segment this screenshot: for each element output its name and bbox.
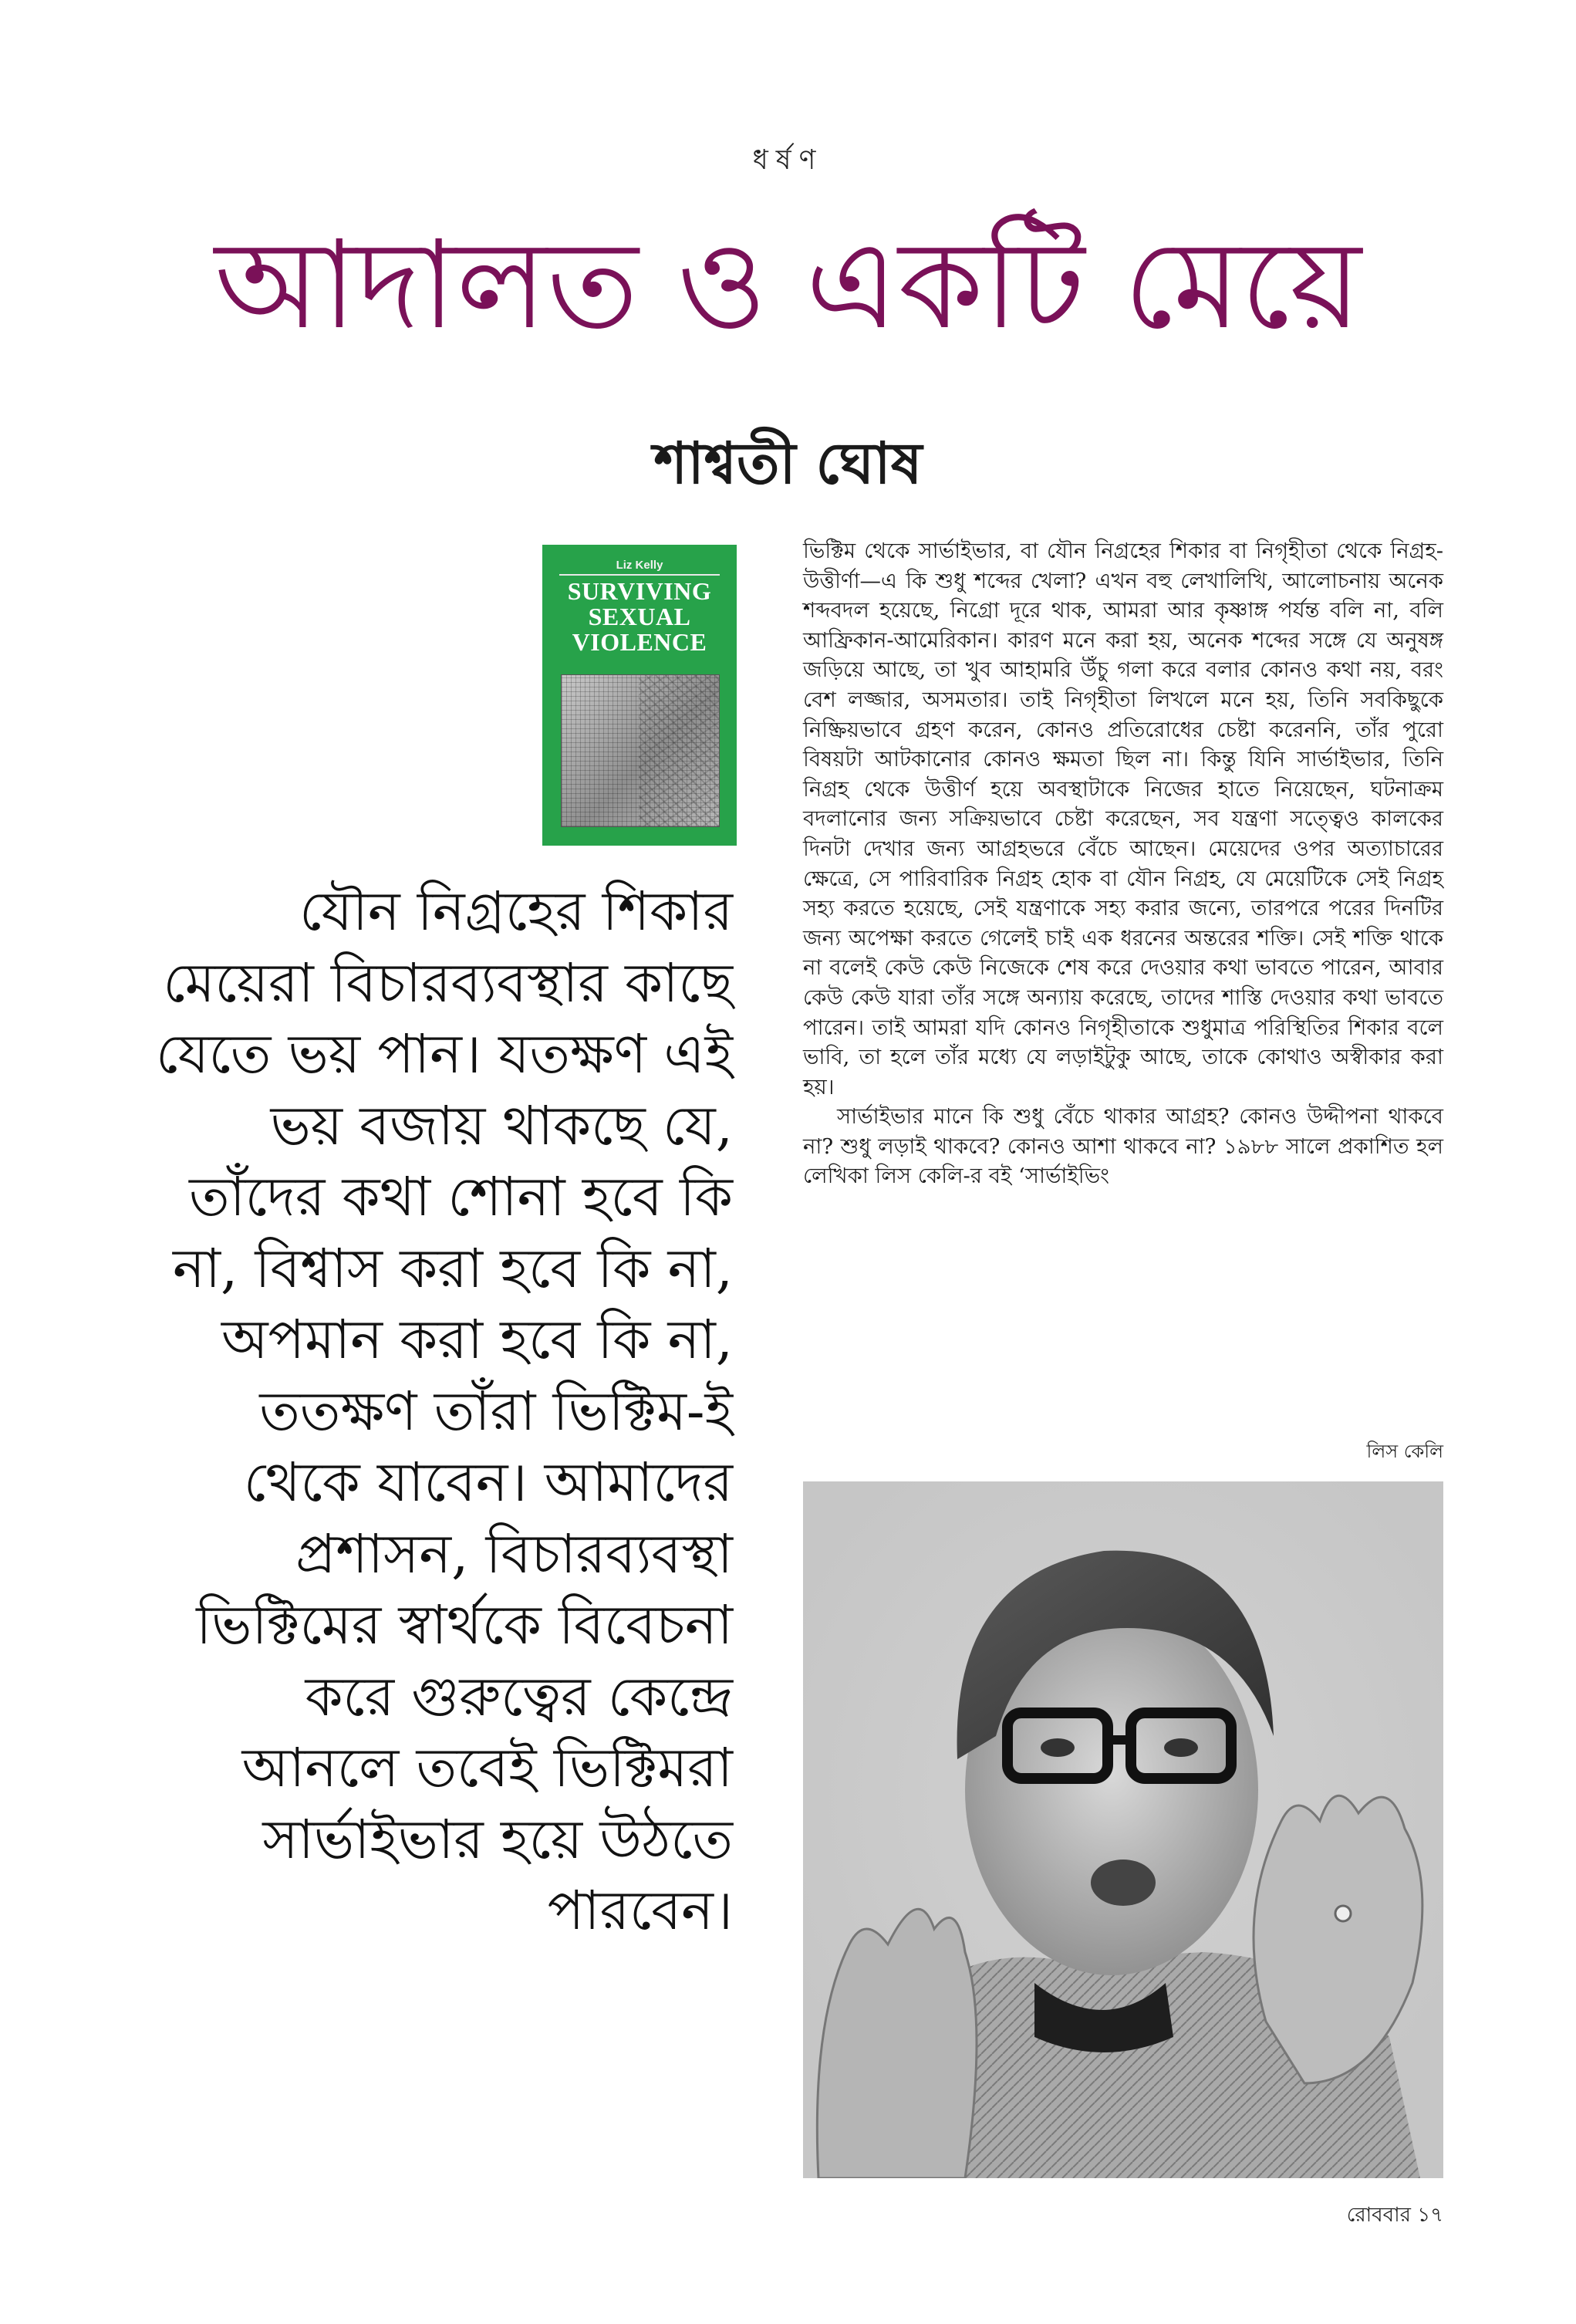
- book-cover-image: [542, 545, 737, 846]
- portrait-illustration: [803, 1481, 1443, 2178]
- pull-quote: যৌন নিগ্রহের শিকার মেয়েরা বিচারব্যবস্থার কাছে যেতে ভয় পান। যতক্ষণ এই ভয় বজায় থাকছে যে, তাঁদের কথা শোনা হবে কি না, বিশ্বাস করা হবে কি না, অপমান করা হবে কি না, ততক্ষণ তাঁরা ভিক্টিম-ই থেকে যাবেন। আমাদের প্রশাসন, বিচারব্যবস্থা ভিক্টিমের স্বার্থকে বিবেচনা করে গুরুত্বের কেন্দ্রে আনলে তবেই ভিক্টিমরা সার্ভাইভার হয়ে উঠতে পারবেন।: [156, 880, 733, 1942]
- book-title-line: SEXUAL: [588, 603, 691, 630]
- article-headline: আদালত ও একটি মেয়ে: [214, 214, 1362, 356]
- book-cover-artwork: [561, 674, 720, 827]
- book-title-line: SURVIVING: [567, 577, 712, 605]
- author-byline: শাশ্বতী ঘোষ: [653, 431, 923, 497]
- author-portrait-photo: [803, 1481, 1443, 2178]
- book-title-line: VIOLENCE: [572, 628, 707, 656]
- body-paragraph: সার্ভাইভার মানে কি শুধু বেঁচে থাকার আগ্রহ? কোনও উদ্দীপনা থাকবে না? শুধু লড়াই থাকবে? কোনও আশা থাকবে না? ১৯৮৮ সালে প্রকাশিত হল লেখিকা লিস কেলি-র বই ‘সার্ভাইভিং: [803, 1104, 1443, 1189]
- body-paragraph: ভিক্টিম থেকে সার্ভাইভার, বা যৌন নিগ্রহের শিকার বা নিগৃহীতা থেকে নিগ্রহ-উত্তীর্ণা—এ কি শুধু শব্দের খেলা? এখন বহু লেখালিখি, আলোচনায় অনেক শব্দবদল হয়েছে, নিগ্রো দূরে থাক, আমরা আর কৃষ্ণাঙ্গ পর্যন্ত বলি না, বলি আফ্রিকান-আমেরিকান। কারণ মনে করা হয়, অনেক শব্দের সঙ্গে যে অনুষঙ্গ জড়িয়ে আছে, তা খুব আহামরি উঁচু গলা করে বলার কোনও কথা নয়, বরং বেশ লজ্জার, অসমতার। তাই নিগৃহীতা লিখলে মনে হয়, তিনি সবকিছুকে নিষ্ক্রিয়ভাবে গ্রহণ করেন, কোনও প্রতিরোধের চেষ্টা করেননি, তাঁর পুরো বিষয়টা আটকানোর কোনও ক্ষমতা ছিল না। কিন্তু যিনি সার্ভাইভার, তিনি নিগ্রহ থেকে উত্তীর্ণ হয়ে অবস্থাটাকে নিজের হাতে নিয়েছেন, ঘটনাক্রম বদলানোর জন্য সক্রিয়ভাবে চেষ্টা করেছেন, সব যন্ত্রণা সত্ত্বেও কালকের দিনটা দেখার জন্য আগ্রহভরে বেঁচে আছেন। মেয়েদের ওপর অত্যাচারের ক্ষেত্রে, সে পারিবারিক নিগ্রহ হোক বা যৌন নিগ্রহ, যে মেয়েটিকে সেই নিগ্রহ সহ্য করতে হয়েছে, সেই যন্ত্রণাকে সহ্য করার জন্যে, তারপরে পরের দিনটির জন্য অপেক্ষা করতে গেলেই চাই এক ধরনের অন্তরের শক্তি। সেই শক্তি থাকে না বলেই কেউ কেউ নিজেকে শেষ করে দেওয়ার কথা ভাবতে পারেন, আবার কেউ কেউ যারা তাঁর সঙ্গে অন্যায় করেছে, তাদের শাস্তি দেওয়ার কথা ভাবতে পারেন। তাই আমরা যদি কোনও নিগৃহীতাকে শুধুমাত্র পরিস্থিতির শিকার বলে ভাবি, তা হলে তাঁর মধ্যে যে লড়াইটুকু আছে, তাকে কোথাও অস্বীকার করা হয়।: [803, 539, 1443, 1100]
- book-cover-title: [542, 579, 737, 655]
- photo-caption: লিস কেলি: [1366, 1441, 1443, 1462]
- article-body: [803, 536, 1443, 1191]
- section-label: ধর্ষণ: [752, 144, 824, 176]
- page-footer: রোববার ১৭: [1346, 2204, 1443, 2227]
- book-cover-author: Liz Kelly: [559, 559, 720, 576]
